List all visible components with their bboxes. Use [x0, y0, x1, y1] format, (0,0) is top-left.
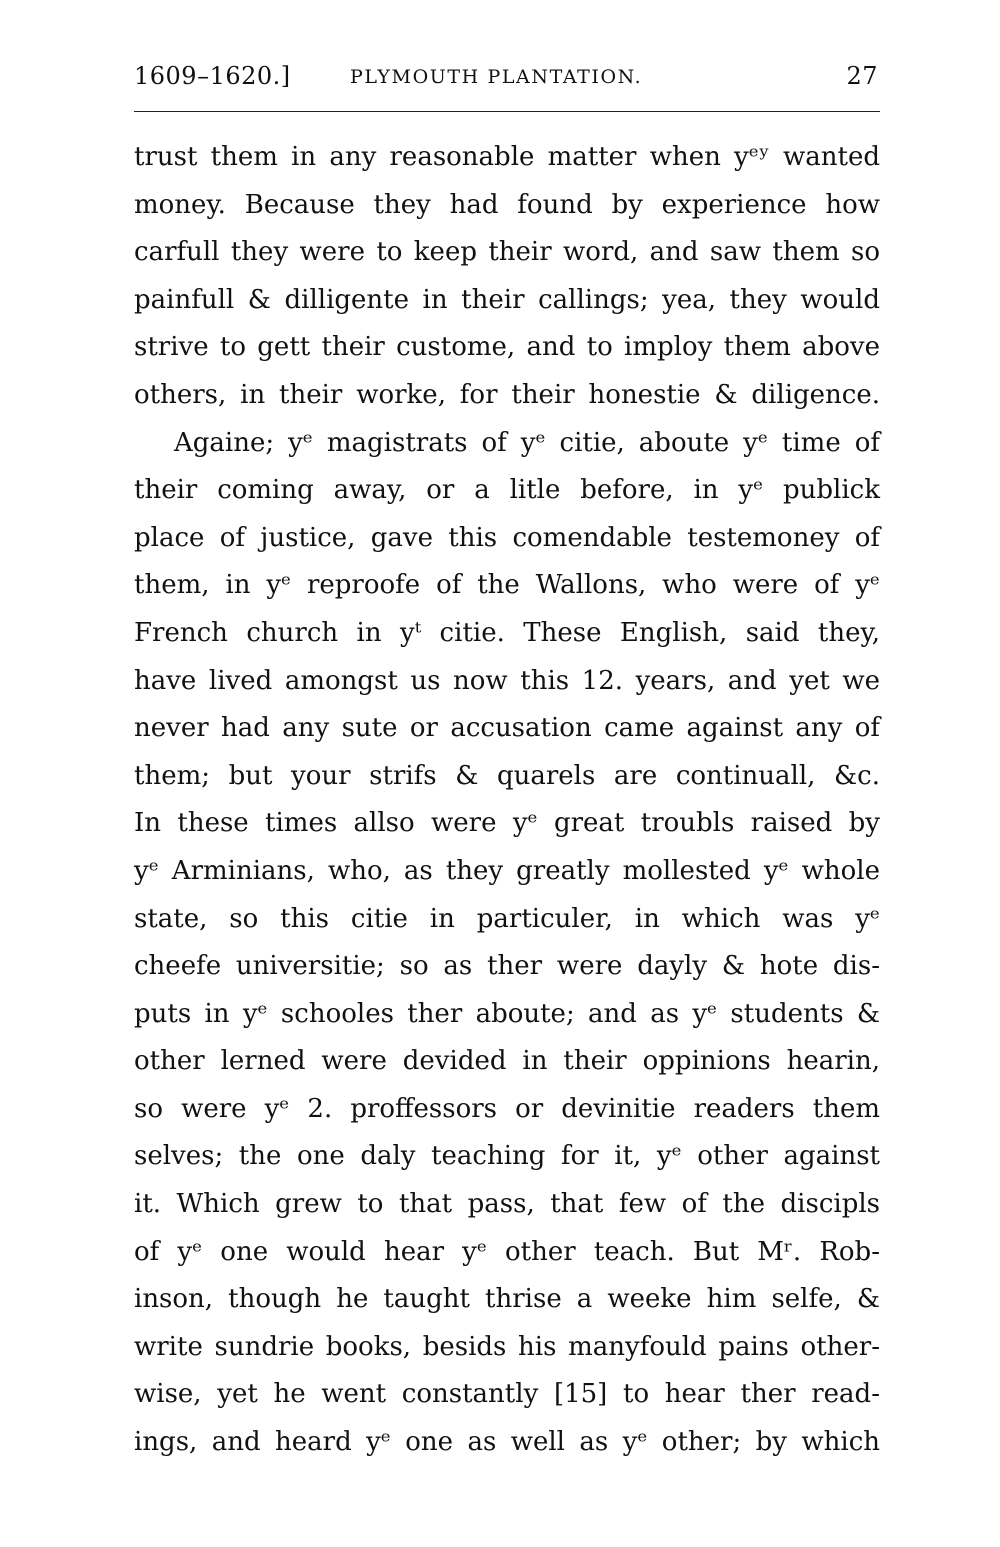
page-number: 27 — [846, 62, 878, 90]
text-line: it. Which grew to that pass, that few of the discipls — [134, 1189, 880, 1220]
text-line: French church in yᵗ citie. These English, said they, — [134, 617, 880, 648]
text-line: money. Because they had found by experience how — [134, 189, 880, 220]
body-text — [134, 134, 880, 1467]
text-line: strive to gett their custome, and to imploy them above — [134, 332, 880, 363]
text-line: trust them in any reasonable matter when yᵉʸ wanted — [134, 142, 880, 172]
text-line: selves; the one daly teaching for it, yᵉ other against — [134, 1141, 880, 1172]
text-line: place of justice, gave this comendable testemoney of — [134, 522, 880, 553]
text-line: painfull & dilligente in their callings; yea, they would — [134, 284, 880, 315]
text-line: them, in yᵉ reproofe of the Wallons, who were of yᵉ — [134, 570, 880, 601]
text-line: Againe; yᵉ magistrats of yᵉ citie, aboute yᵉ time of — [174, 427, 880, 458]
text-line: yᵉ Arminians, who, as they greatly mollested yᵉ whole — [134, 855, 880, 886]
text-line: others, in their worke, for their honestie & diligence. — [134, 379, 880, 410]
text-line: of yᵉ one would hear yᵉ other teach. But Mʳ. Rob- — [134, 1236, 880, 1267]
text-line: In these times allso were yᵉ great troubls raised by — [134, 808, 880, 839]
text-line: carfull they were to keep their word, and saw them so — [134, 237, 880, 268]
text-line: cheefe universitie; so as ther were dayly & hote dis- — [134, 951, 880, 982]
text-line: their coming away, or a litle before, in yᵉ publick — [134, 475, 880, 506]
text-line: inson, though he taught thrise a weeke him selfe, & — [134, 1284, 880, 1315]
text-line: have lived amongst us now this 12. years, and yet we — [134, 665, 880, 696]
text-line: never had any sute or accusation came against any of — [134, 713, 880, 744]
text-line: write sundrie books, besids his manyfould pains other- — [134, 1331, 880, 1362]
text-line: so were yᵉ 2. proffessors or devinitie readers them — [134, 1093, 880, 1124]
text-line: puts in yᵉ schooles ther aboute; and as yᵉ students & — [134, 998, 880, 1029]
text-line: wise, yet he went constantly [15] to hear ther read- — [134, 1379, 880, 1410]
text-line: them; but your strifs & quarels are continuall, &c. — [134, 760, 880, 791]
text-line: ings, and heard yᵉ one as well as yᵉ other; by which — [134, 1427, 880, 1458]
running-head — [134, 58, 880, 94]
running-title: PLYMOUTH PLANTATION. — [350, 66, 643, 88]
header-rule — [134, 111, 880, 112]
date-range: 1609–1620.] — [134, 62, 291, 90]
text-line: other lerned were devided in their oppinions hearin, — [134, 1046, 880, 1077]
text-line: state, so this citie in particuler, in which was yᵉ — [134, 903, 880, 934]
